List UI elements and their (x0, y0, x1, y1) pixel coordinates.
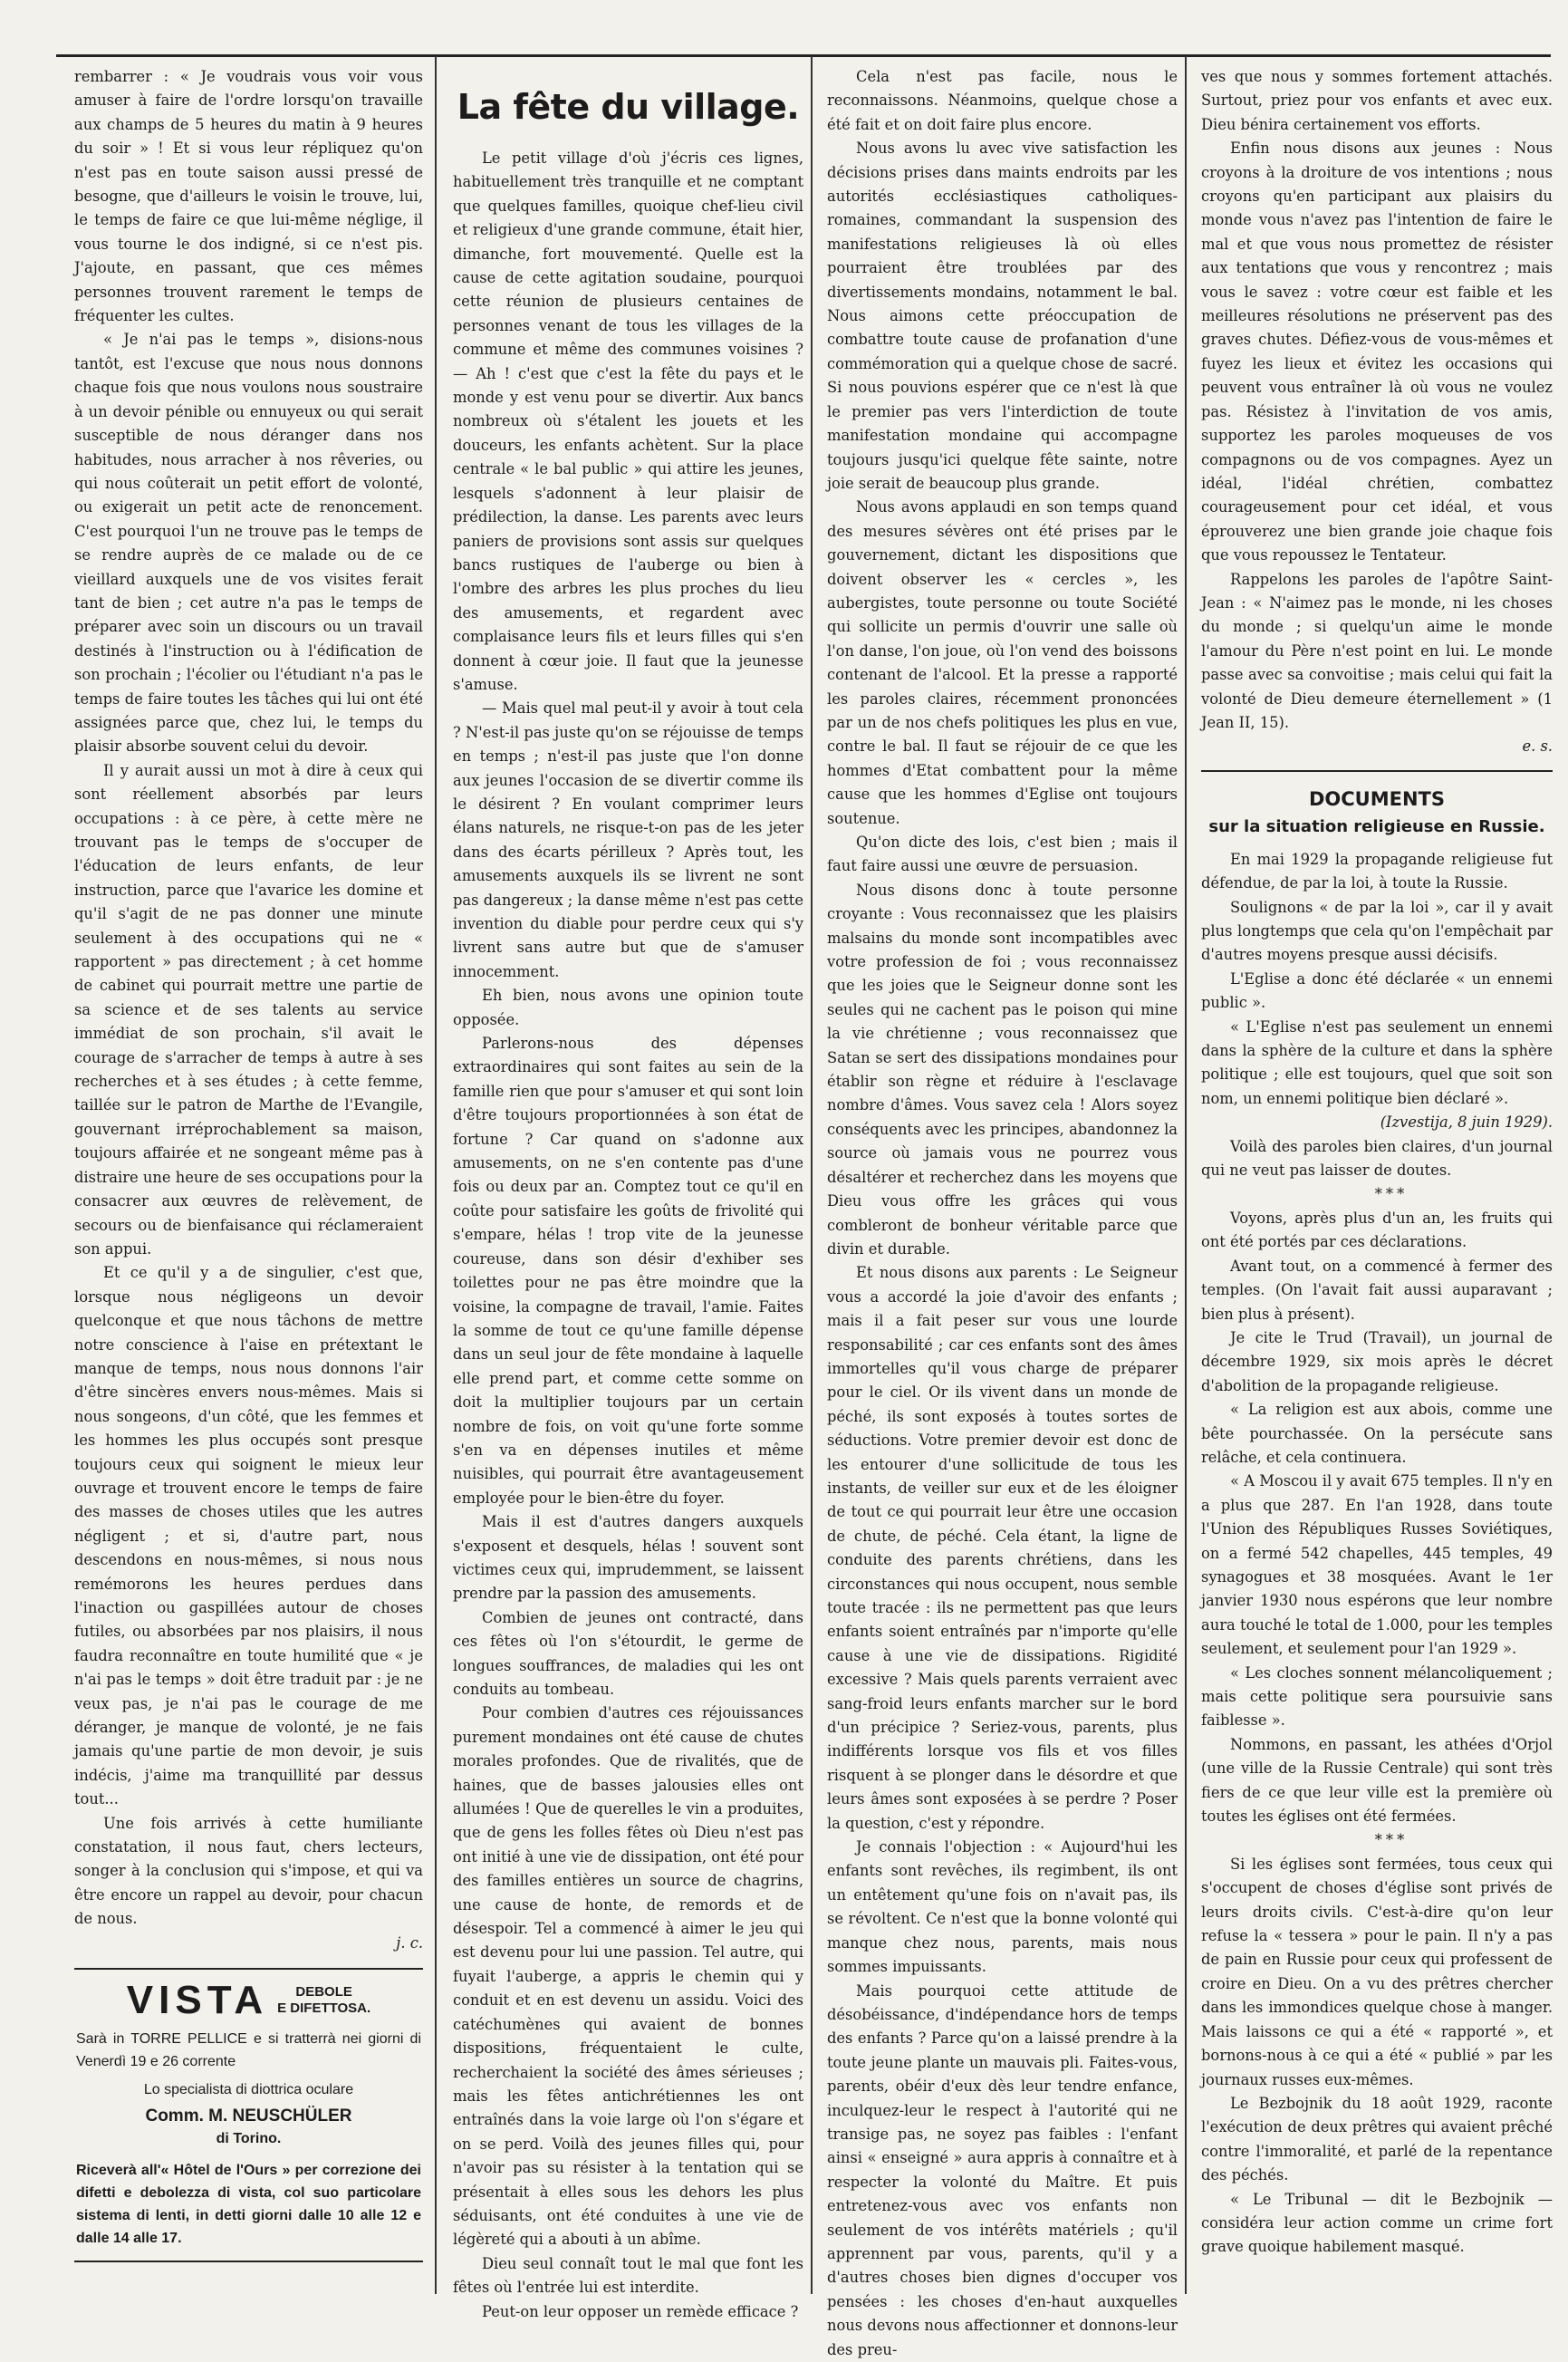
article-paragraph: « Les cloches sonnent mélancoliquement ; mais cette politique sera poursuivie sans faiblesse ». (1201, 1662, 1553, 1733)
column-3 (827, 65, 1178, 2276)
article-paragraph: Qu'on dicte des lois, c'est bien ; mais il faut faire aussi une œuvre de persuasion. (827, 831, 1178, 879)
article-paragraph: Combien de jeunes ont contracté, dans ces fêtes où l'on s'étourdit, le germe de longues souffrances, de maladies qui les ont conduits au tombeau. (453, 1606, 803, 1702)
article-paragraph: « Le Tribunal — dit le Bezbojnik — considéra leur action comme un crime fort grave quoique habilement masqué. (1201, 2188, 1553, 2260)
advertisement (74, 1968, 423, 2262)
column-2 (453, 65, 803, 2276)
separator-stars: *** (1201, 1182, 1553, 1206)
article-title: La fête du village. (453, 85, 803, 129)
section-rule (1201, 770, 1553, 772)
article-paragraph: Je connais l'objection : « Aujourd'hui les enfants sont revêches, ils regimbent, ils ont un entêtement qu'une fois on n'avait pas, ils se révoltent. Ce n'est que la bonne volonté qui manque chez nous, parents, mais nous sommes impuissants. (827, 1836, 1178, 1979)
ad-vista: VISTA (127, 1981, 268, 2020)
article-paragraph: Une fois arrivés à cette humiliante constatation, il nous faut, chers lecteurs, songer à la conclusion qui s'impose, et qui va être encore un rappel au devoir, pour chacun de nous. (74, 1812, 423, 1932)
article-paragraph: Dieu seul connaît tout le mal que font les fêtes où l'entrée lui est interdite. (453, 2252, 803, 2300)
article-paragraph: Pour combien d'autres ces réjouissances purement mondaines ont été cause de chutes morales profondes. Que de rivalités, que de haines, que de basses jalousies elles ont allumées ! Que de querelles le vin a produites, que de gens les folles fêtes où Dieu n'est pas ont initié à une vie de dissipation, ont été pour des familles entières un source de chagrins, une cause de honte, de remords et de désespoir. Tel a commencé à aimer le jeu qui est devenu pour lui une passion. Tel autre, qui fuyait l'auberge, a appris le chemin qui y conduit et en est devenu un assidu. Voici des catéchumènes qui avaient de bonnes dispositions, fréquentaient le culte, recherchaient la société des âmes sérieuses ; mais les fêtes antichrétiennes les ont entraînés dans la voie large où l'on s'égare et on se perd. Voilà des jeunes filles qui, pour n'avoir pas su résister à la tentation qui se présentait à elles sous les dehors les plus séduisants, ont été conduites à une vie de légèreté qui a abouti à un abîme. (453, 1702, 803, 2251)
article-paragraph: Voyons, après plus d'un an, les fruits qui ont été portés par ces déclarations. (1201, 1207, 1553, 1255)
article-paragraph: En mai 1929 la propagande religieuse fut défendue, de par la loi, à toute la Russie. (1201, 848, 1553, 896)
article-paragraph: Cela n'est pas facile, nous le reconnaissons. Néanmoins, quelque chose a été fait et on doit faire plus encore. (827, 65, 1178, 137)
article-paragraph: Il y aurait aussi un mot à dire à ceux qui sont réellement absorbés par leurs occupations : à ce père, à cette mère ne trouvant pas le temps de s'occuper de l'éducation de leurs enfants, de leur instruction, parce que l'avarice les domine et qu'il s'agit de ne pas donner une minute seulement à des occupations qui ne « rapportent » pas directement ; à cet homme de cabinet qui pourrait mettre une partie de sa science et de ses talents au service immédiat de son prochain, s'il avait le courage de s'arracher de temps à autre à ses recherches et à ses études ; à cette femme, taillée sur le patron de Marthe de l'Evangile, gouvernant irréprochablement sa maison, toujours affairée et ne songeant même pas à distraire une heure de ses occupations pour la consacrer aux œuvres de relèvement, de secours ou de bienfaisance qui réclameraient son appui. (74, 759, 423, 1262)
column-rule-1 (435, 56, 437, 2294)
article-paragraph: « A Moscou il y avait 675 temples. Il n'y en a plus que 287. En l'an 1928, dans toute l'Union des Républiques Russes Soviétiques, on a fermé 542 chapelles, 445 temples, 49 synagogues et 38 mosquées. Avant le 1er janvier 1930 nous espérons que leur nombre aura touché le total de 1.000, pour les temples seulement, et seulement pour l'an 1929 ». (1201, 1470, 1553, 1661)
separator-stars: *** (1201, 1828, 1553, 1852)
article-paragraph: — Mais quel mal peut-il y avoir à tout cela ? N'est-il pas juste qu'on se réjouisse de temps en temps ; n'est-il pas juste que l'on donne aux jeunes l'occasion de se divertir comme ils le désirent ? En voulant comprimer leurs élans naturels, ne risque-t-on pas de les jeter dans des écarts périlleux ? Après tout, les amusements auxquels ils se livrent ne sont pas dangereux ; la danse même n'est pas cette invention du diable pour perdre ceux qui s'y livrent sans autre but que de s'amuser innocemment. (453, 697, 803, 984)
top-rule (56, 54, 1551, 57)
article-paragraph: Le Bezbojnik du 18 août 1929, raconte l'exécution de deux prêtres qui avaient prêché contre l'immoralité, et parlé de la repentance des péchés. (1201, 2092, 1553, 2188)
article-paragraph: L'Eglise a donc été déclarée « un ennemi public ». (1201, 968, 1553, 1016)
article-paragraph: Et nous disons aux parents : Le Seigneur vous a accordé la joie d'avoir des enfants ; mais il a fait peser sur vous une lourde responsabilité ; car ces enfants sont des âmes immortelles qu'il vous charge de préparer pour le ciel. Or ils vivent dans un monde de péché, ils sont exposés à toutes sortes de séductions. Votre premier devoir est donc de les entourer d'une sollicitude de tous les instants, de veiller sur eux et de les éloigner de tout ce qui pourrait leur être une occasion de chute, de péché. Cela étant, la ligne de conduite des parents chrétiens, dans les circonstances qui nous occupent, nous semble toute tracée : ils ne permettent pas que leurs enfants soient entraînés par n'importe qu'elle cause à une vie de dissipations. Rigidité excessive ? Mais quels parents verraient avec sang-froid leurs enfants marcher sur le bord d'un précipice ? Seriez-vous, parents, plus indifférents lorsque vos fils et vos filles risquent à se plonger dans le désordre et que leurs âmes sont exposées à se perdre ? Poser la question, c'est y répondre. (827, 1261, 1178, 1836)
article-paragraph: « L'Eglise n'est pas seulement un ennemi dans la sphère de la culture et dans la sphère politique ; elle est toujours, quel que soit son nom, un ennemi politique bien déclaré ». (1201, 1016, 1553, 1112)
article-paragraph: Et ce qu'il y a de singulier, c'est que, lorsque nous négligeons un devoir quelconque et que nous tâchons de mettre notre conscience à l'aise en prétextant le manque de temps, nous nous donnons l'air d'être sincères envers nous-mêmes. Mais si nous songeons, d'un côté, que les femmes et les hommes les plus occupés sont presque toujours ceux qui soignent le mieux leur ouvrage et trouvent encore le temps de faire des masses de choses utiles que les autres négligent ; et si, d'autre part, nous descendons en nous-mêmes, si nous nous remémorons les heures perdues dans l'inaction ou gaspillées autour de choses futiles, ou absorbées par nos plaisirs, il nous faudra reconnaître en toute humilité que « je n'ai pas le temps » doit être traduit par : je ne veux pas, je n'ai pas le courage de me déranger, je manque de volonté, je ne fais jamais qu'une partie de mon devoir, je suis indécis, j'aime ma tranquillité par dessus tout... (74, 1261, 423, 1811)
ad-name: Comm. M. NEUSCHÜLER (76, 2105, 421, 2127)
article-paragraph: Nommons, en passant, les athées d'Orjol (une ville de la Russie Centrale) qui sont très fiers de ce que leur ville est la première où toutes les églises ont été fermées. (1201, 1733, 1553, 1829)
article-paragraph: Nous avons applaudi en son temps quand des mesures sévères ont été prises par le gouvernement, dictant les dispositions que doivent observer les « cercles », les aubergistes, toute personne ou toute Société qui sollicite un permis d'ouvrir une salle où l'on danse, l'on joue, où l'on vend des boissons contenant de l'alcool. Et la presse a rapporté les paroles claires, récemment prononcées par un de nos chefs politiques les plus en vue, contre le bal. Il faut se réjouir de ce que les hommes d'Etat combattent pour la même cause que les hommes d'Eglise ont toujours soutenue. (827, 496, 1178, 831)
documents-subheading: sur la situation religieuse en Russie. (1201, 815, 1553, 839)
article-paragraph: Le petit village d'où j'écris ces lignes, habituellement très tranquille et ne comptant que quelques familles, quoique chef-lieu civil et religieux d'une grande commune, était hier, dimanche, fort mouvementé. Quelle est la cause de cette agitation soudaine, pourquoi cette réunion de plusieurs centaines de personnes venant de tous les villages de la commune et même des communes voisines ? — Ah ! c'est que c'est la fête du pays et le monde y est venu pour se divertir. Aux bancs nombreux où s'étalent les jouets et les douceurs, les enfants achètent. Sur la place centrale « le bal public » qui attire les jeunes, lesquels s'adonnent à leur plaisir de prédilection, la danse. Les parents avec leurs paniers de provisions sont assis sur quelques bancs rustiques de l'auberge ou bien à l'ombre des arbres les plus proches du lieu des amusements, et regardent avec complaisance leurs fils et leurs filles qui s'en donnent à cœur joie. Il faut que la jeunesse s'amuse. (453, 147, 803, 697)
column-rule-2 (811, 56, 813, 2294)
column-rule-3 (1185, 56, 1187, 2294)
article-paragraph: Avant tout, on a commencé à fermer des temples. (On l'avait fait aussi auparavant ; bien plus à présent). (1201, 1255, 1553, 1326)
article-paragraph: Soulignons « de par la loi », car il y avait plus longtemps que cela qu'on l'empêchait par d'autres moyens presque aussi décisifs. (1201, 896, 1553, 968)
article-paragraph: Eh bien, nous avons une opinion toute opposée. (453, 984, 803, 1032)
article-paragraph: Peut-on leur opposer un remède efficace ? (453, 2300, 803, 2324)
article-paragraph: « La religion est aux abois, comme une bête pourchassée. On la persécute sans relâche, et cela continuera. (1201, 1398, 1553, 1470)
column-1 (74, 65, 423, 2276)
article-paragraph: Je cite le Trud (Travail), un journal de décembre 1929, six mois après le décret d'abolition de la propagande religieuse. (1201, 1326, 1553, 1398)
article-paragraph: « Je n'ai pas le temps », disions-nous tantôt, est l'excuse que nous nous donnons chaque fois que nous voulons nous soustraire à un devoir pénible ou ennuyeux ou qui serait susceptible de nous déranger dans nos habitudes, nous arracher à nos rêveries, ou qui nous coûterait un petit effort de volonté, ou exigerait un petit acte de renoncement. C'est pourquoi l'un ne trouve pas le temps de se rendre auprès de ce malade ou de ce vieillard auxquels une de vos visites ferait tant de bien ; cet autre n'a pas le temps de préparer avec soin un discours ou un travail destinés à l'instruction ou à l'édification de son prochain ; l'écolier ou l'étudiant n'a pas le temps de faire toutes les tâches qui lui ont été assignées parce que, chez lui, le temps du plaisir absorbe souvent celui du devoir. (74, 328, 423, 758)
article-paragraph: rembarrer : « Je voudrais vous voir vous amuser à faire de l'ordre lorsqu'on travaille aux champs de 5 heures du matin à 9 heures du soir » ! Et si vous leur répliquez qu'on n'est pas en toute saison aussi pressé de besogne, que d'ailleurs le voisin le trouve, lui, le temps de faire ce que lui-même néglige, il vous tourne le dos indigné, si ce n'est pis. J'ajoute, en passant, que ces mêmes personnes trouvent rarement le temps de fréquenter les cultes. (74, 65, 423, 328)
ad-specialist: Lo specialista di diottrica oculare (76, 2078, 421, 2101)
source-citation: (Izvestija, 8 juin 1929). (1201, 1111, 1553, 1134)
article-paragraph: Si les églises sont fermées, tous ceux qui s'occupent de choses d'église sont privés de leurs droits civils. C'est-à-dire qu'on leur refuse la « tessera » pour le pain. Il n'y a pas de pain en Russie pour ceux qui professent de croire en Dieu. On a vu des prêtres chercher dans les immondices quelque chose à manger. Mais laissons ce qui a été « rapporté », et bornons-nous à ce qui a été « publié » par les journaux russes eux-mêmes. (1201, 1853, 1553, 2092)
article-paragraph: ves que nous y sommes fortement attachés. Surtout, priez pour vos enfants et avec eux. Dieu bénira certainement vos efforts. (1201, 65, 1553, 137)
article-paragraph: Mais il est d'autres dangers auxquels s'exposent et desquels, hélas ! souvent sont victimes ceux qui, imprudemment, se laissent prendre par la passion des amusements. (453, 1510, 803, 1606)
article-paragraph: Voilà des paroles bien claires, d'un journal qui ne veut pas laisser de doutes. (1201, 1135, 1553, 1183)
ad-lead: Sarà in TORRE PELLICE e si tratterrà nei giorni di Venerdì 19 e 26 corrente (76, 2028, 421, 2073)
article-paragraph: Nous avons lu avec vive satisfaction les décisions prises dans maints endroits par les autorités ecclésiastiques catholiques-romaines, commandant la suspension des manifestations religieuses là où elles pourraient être troublées par des divertissements mondains, notamment le bal. Nous aimons cette préoccupation de combattre toute cause de profanation d'une commémoration qui a quelque chose de sacré. Si nous pouvions espérer que ce n'est là que le premier pas vers l'interdiction de toute manifestation mondaine qui accompagne toujours jusqu'ici quelque fête sainte, notre joie serait de beaucoup plus grande. (827, 137, 1178, 496)
column-4 (1201, 65, 1553, 2276)
ad-tagline: DEBOLE E DIFETTOSA. (277, 1984, 370, 2017)
article-signature: j. c. (74, 1932, 423, 1955)
article-paragraph: Mais pourquoi cette attitude de désobéissance, d'indépendance hors de temps des enfants ? Parce qu'on a laissé prendre à la toute jeune plante un mauvais pli. Faites-vous, parents, obéir d'eux dès leur tendre enfance, inculquez-leur le respect à l'autorité qui ne transige pas, ne soyez pas faibles : l'enfant ainsi « enseigné » aura appris à connaître et à respecter la volonté du Maître. Et puis entretenez-vous avec vos enfants non seulement de vos intérêts matériels ; qu'il apprennent par vous, parents, qu'il y a d'autres choses bien dignes d'occuper vos pensées : les choses d'en-haut auxquelles nous devons nous affectionner et donnons-leur des preu- (827, 1980, 1178, 2362)
article-paragraph: Rappelons les paroles de l'apôtre Saint-Jean : « N'aimez pas le monde, ni les choses du monde ; si quelqu'un aime le monde l'amour du Père n'est point en lui. Le monde passe avec sa convoitise ; mais celui qui fait la volonté de Dieu demeure éternellement » (1 Jean II, 15). (1201, 568, 1553, 736)
article-paragraph: Parlerons-nous des dépenses extraordinaires qui sont faites au sein de la famille rien que pour s'amuser et qui sont loin d'être toujours proportionnées à son état de fortune ? Car quand on s'adonne aux amusements, on ne s'en contente pas d'une fois ou deux par an. Comptez tout ce qu'il en coûte pour satisfaire les goûts de frivolité qui s'empare, hélas ! trop vite de la jeunesse coureuse, dans son désir d'exhiber ses toilettes pour ne pas être moindre que la voisine, la compagne de travail, l'amie. Faites la somme de tout ce qu'une famille dépense dans un seul jour de fête mondaine à laquelle elle prend part, et comme cette somme on doit la multiplier toujours par un certain nombre de fois, on voit qu'une forte somme s'en va en dépenses inutiles et même nuisibles, qui pourrait être avantageusement employée pour le bien-être du foyer. (453, 1032, 803, 1510)
article-paragraph: Nous disons donc à toute personne croyante : Vous reconnaissez que les plaisirs malsains du monde sont incompatibles avec votre profession de foi ; vous reconnaissez que les joies que le Seigneur donne sont les seules qui ne cachent pas le poison qui mine la vie chrétienne ; vous reconnaissez que Satan se sert des dissipations mondaines pour établir son règne et réduire à l'esclavage nombre d'âmes. Vous savez cela ! Alors soyez conséquents avec les principes, abandonnez la source où jamais vous ne pourrez vous désaltérer et recherchez dans les moyens que Dieu vous offre les grâces qui vous combleront de bonheur véritable parce que divin et durable. (827, 879, 1178, 1262)
article-signature: e. s. (1201, 735, 1553, 758)
ad-city: di Torino. (76, 2127, 421, 2150)
documents-heading: DOCUMENTS (1201, 786, 1553, 812)
article-paragraph: Enfin nous disons aux jeunes : Nous croyons à la droiture de vos intentions ; nous croyons qu'en participant aux plaisirs du monde vous n'avez pas l'intention de faire le mal et que vous nous promettez de résister aux tentations que vous y rencontrez ; mais vous le savez : votre cœur est faible et les meilleures résolutions ne préservent pas des graves chutes. Défiez-vous de vous-mêmes et fuyez les lieux et évitez les occasions qui peuvent vous entraîner là où vous ne voulez pas. Résistez à l'invitation de vos amis, supportez les paroles moqueuses de vos compagnons ou de vos compagnes. Ayez un idéal, l'idéal chrétien, combattez courageusement pour cet idéal, et vous éprouverez une bien grande joie chaque fois que vous repoussez le Tentateur. (1201, 137, 1553, 567)
ad-header (76, 1981, 421, 2020)
ad-body: Riceverà all'« Hôtel de l'Ours » per correzione dei difetti e debolezza di vista, col suo particolare sistema di lenti, in detti giorni dalle 10 alle 12 e dalle 14 alle 17. (76, 2159, 421, 2250)
